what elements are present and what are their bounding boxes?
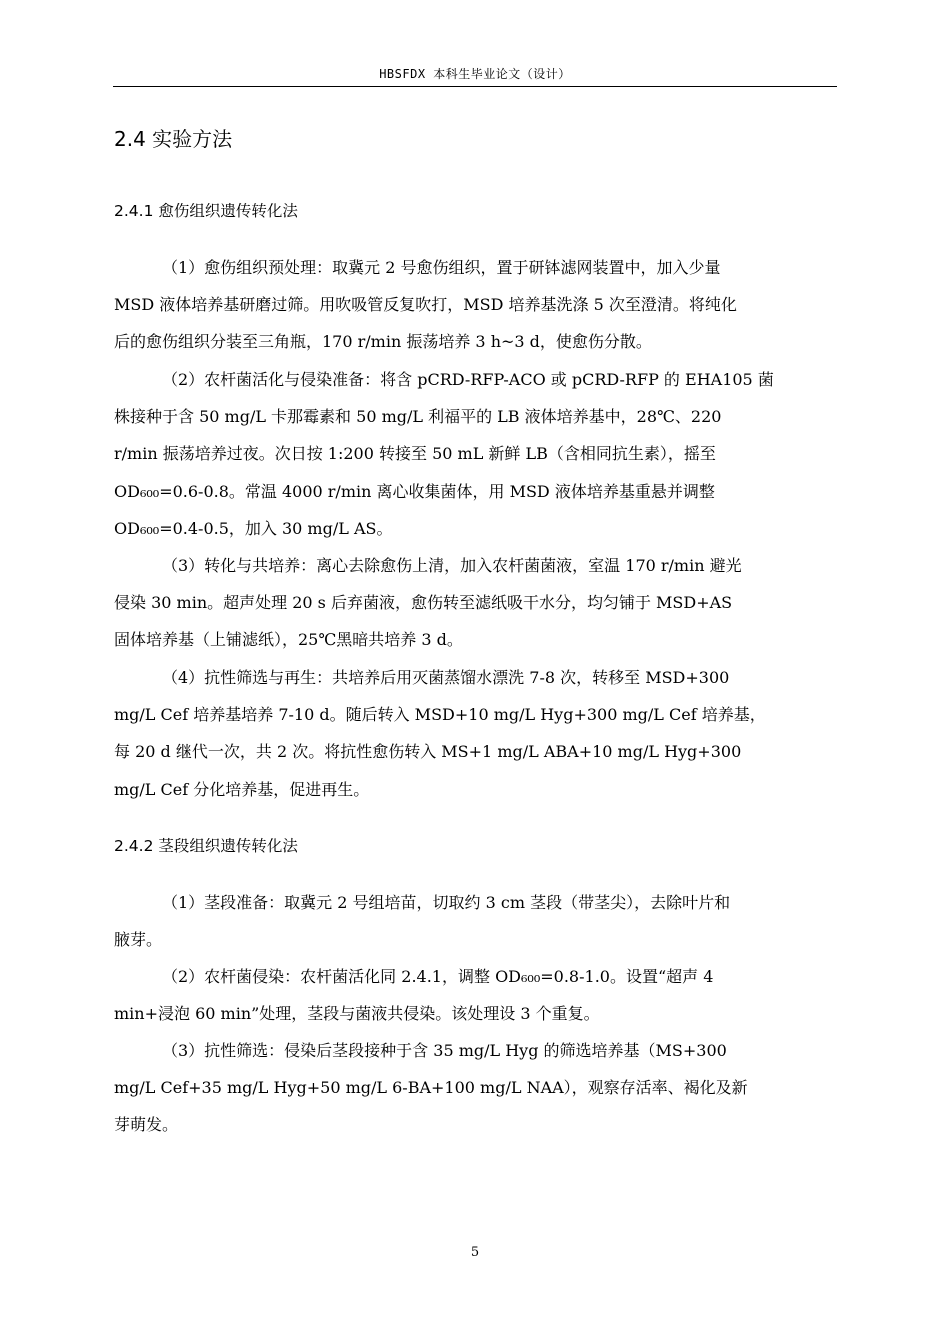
paragraph-agrobacterium-activation: （2）农杆菌活化与侵染准备：将含 pCRD-RFP-ACO 或 pCRD-RFP 的 EHA105 菌 株接种于含 50 mg/L 卡那霉素和 50 mg/L 利福平的 LB 液体培养基中，28℃、220 r/min 振荡培养过夜。次日按 1:200 转接至 50 mL 新鲜 LB（含相同抗生素），摇至 OD₆₀₀=0.6-0.8。常温 4000 r/min 离心收集菌体，用 MSD 液体培养基重悬并调整 OD₆₀₀=0.4-0.5，加入 30 mg/L AS。 <box>114 370 774 538</box>
page-number: 5 <box>470 1245 480 1260</box>
subsection-title-callus: 2.4.1 愈伤组织遗传转化法 <box>114 202 298 220</box>
running-header: HBSFDX 本科生毕业论文（设计） <box>379 67 571 81</box>
paragraph-stem-preparation: （1）茎段准备：取冀元 2 号组培苗，切取约 3 cm 茎段（带茎尖），去除叶片和 腋芽。 <box>114 893 731 950</box>
paragraph-callus-pretreatment: （1）愈伤组织预处理：取冀元 2 号愈伤组织，置于研钵滤网装置中，加入少量 MSD 液体培养基研磨过筛。用吹吸管反复吹打，MSD 培养基洗涤 5 次至澄清。将纯化 后的愈伤组织分装至三角瓶，170 r/min 振荡培养 3 h~3 d，使愈伤分散。 <box>114 258 737 352</box>
paragraph-transformation-coculture: （3）转化与共培养：离心去除愈伤上清，加入农杆菌菌液，室温 170 r/min 避光 侵染 30 min。超声处理 20 s 后弃菌液，愈伤转至滤纸吸干水分，均匀铺于 MSD+AS 固体培养基（上铺滤纸），25℃黑暗共培养 3 d。 <box>114 556 742 650</box>
paragraph-stem-infection: （2）农杆菌侵染：农杆菌活化同 2.4.1，调整 OD₆₀₀=0.8-1.0。设置“超声 4 min+浸泡 60 min”处理，茎段与菌液共侵染。该处理设 3 个重复。 <box>114 967 714 1024</box>
section-title: 2.4 实验方法 <box>114 127 233 151</box>
paragraph-stem-selection: （3）抗性筛选：侵染后茎段接种于含 35 mg/L Hyg 的筛选培养基（MS+300 mg/L Cef+35 mg/L Hyg+50 mg/L 6-BA+100 mg/L NAA），观察存活率、褐化及新 芽萌发。 <box>114 1041 748 1135</box>
paragraph-selection-regeneration: （4）抗性筛选与再生：共培养后用灭菌蒸馏水漂洗 7-8 次，转移至 MSD+300 mg/L Cef 培养基培养 7-10 d。随后转入 MSD+10 mg/L Hyg+300 mg/L Cef 培养基， 每 20 d 继代一次，共 2 次。将抗性愈伤转入 MS+1 mg/L ABA+10 mg/L Hyg+300 mg/L Cef 分化培养基，促进再生。 <box>114 668 766 799</box>
subsection-title-stem: 2.4.2 茎段组织遗传转化法 <box>114 837 298 855</box>
header-rule <box>113 86 837 87</box>
